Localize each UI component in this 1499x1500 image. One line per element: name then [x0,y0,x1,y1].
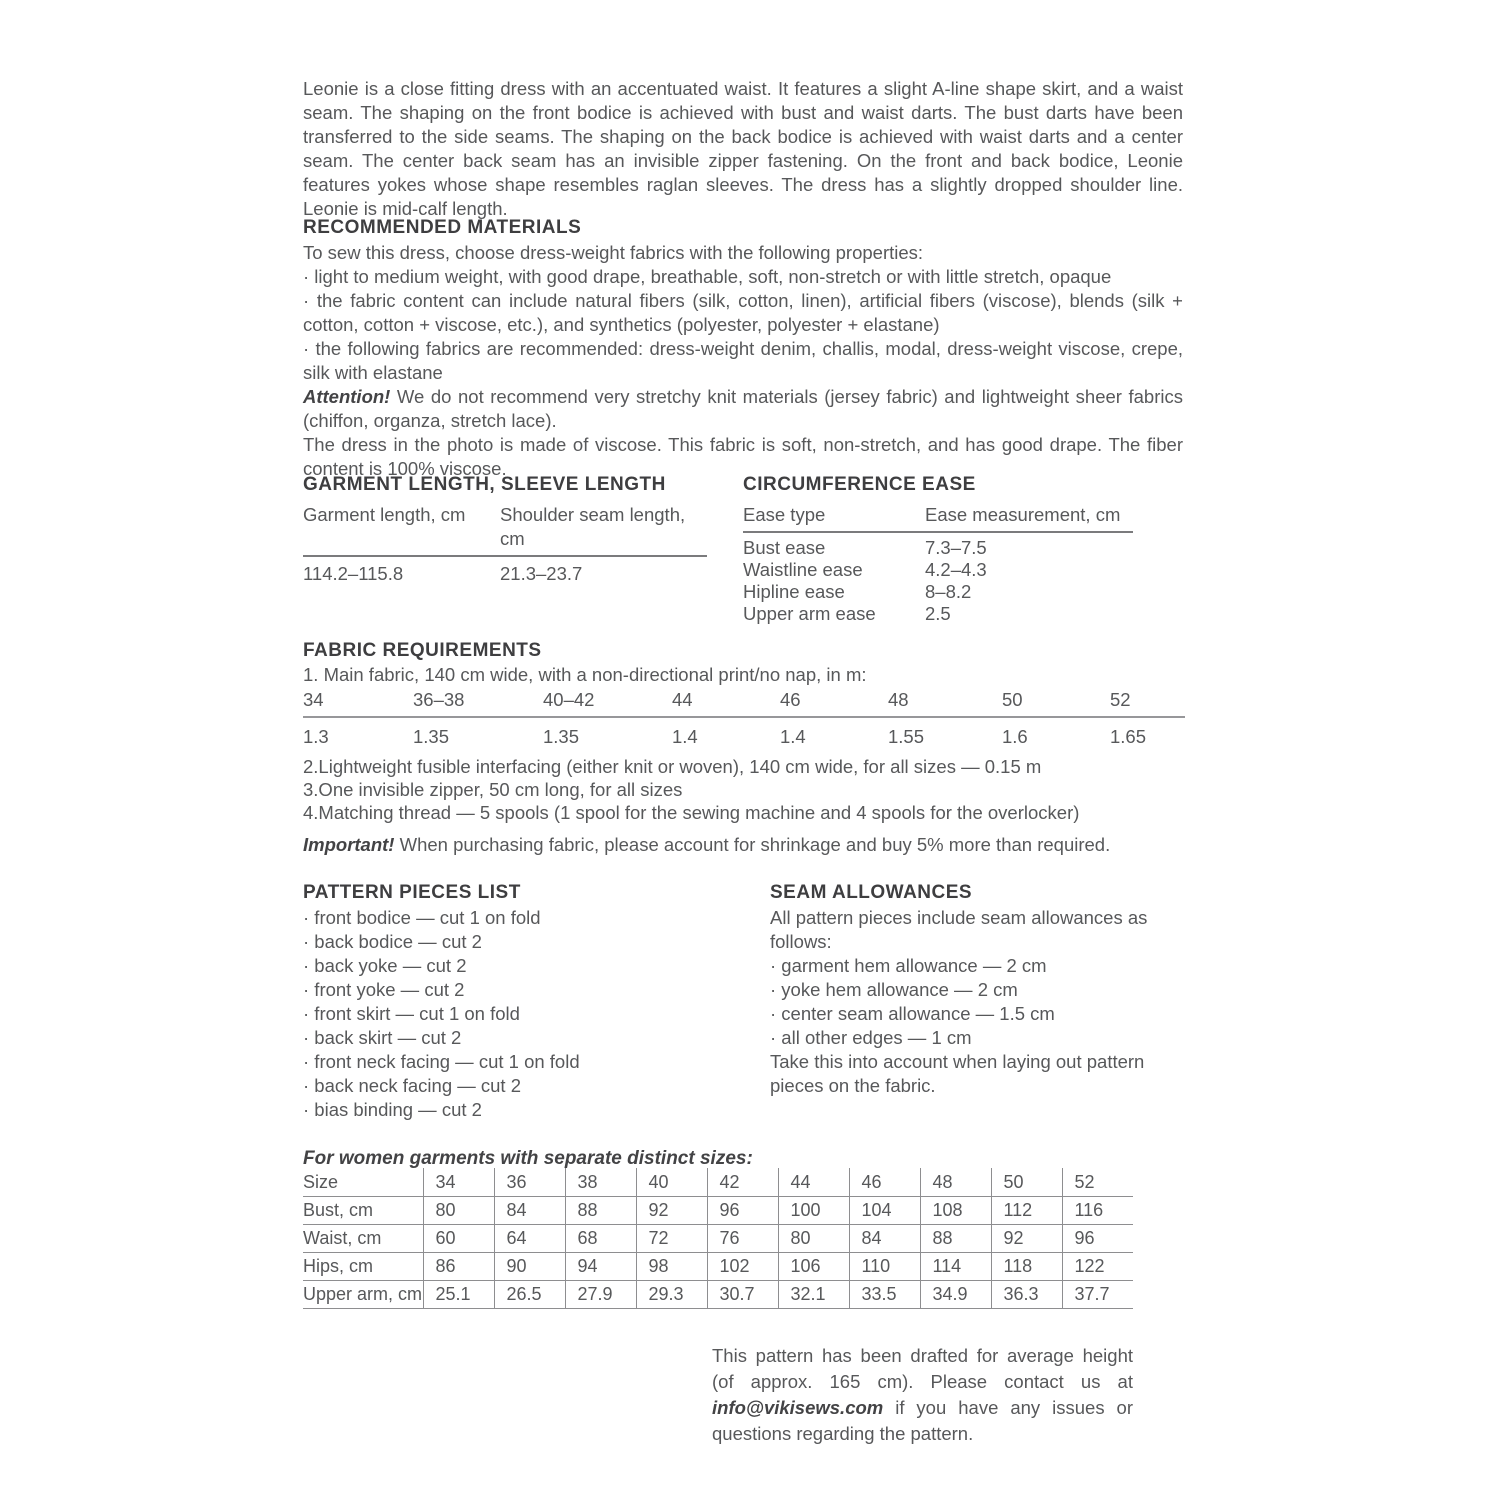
list-item: · front bodice — cut 1 on fold [303,907,541,928]
list-item: · garment hem allowance — 2 cm [770,955,1047,976]
table-cell: 118 [991,1252,1062,1280]
attention-text: We do not recommend very stretchy knit materials (jersey fabric) and lightweight sheer fabrics (chiffon, organza, stretch lace). [303,386,1183,431]
important-label: Important! [303,834,395,855]
table-row [303,1280,1133,1308]
table-row [743,603,1133,625]
list-item: · back bodice — cut 2 [303,931,482,952]
table-cell: 32.1 [778,1280,849,1308]
table-cell: 98 [636,1252,707,1280]
table-cell: 96 [1062,1224,1133,1252]
table-cell: 29.3 [636,1280,707,1308]
table-cell: Bust ease [743,537,826,558]
table-row [743,581,1133,603]
table-cell: 33.5 [849,1280,920,1308]
table-cell: 86 [423,1252,494,1280]
table-cell: 104 [849,1196,920,1224]
list-item: · back neck facing — cut 2 [303,1075,521,1096]
table-cell: 116 [1062,1196,1133,1224]
size-header: 52 [1110,689,1131,710]
row-label: Upper arm, cm [303,1280,423,1308]
row-label: Hips, cm [303,1252,423,1280]
fabric-item-1: 1. Main fabric, 140 cm wide, with a non-directional print/no nap, in m: [303,664,867,685]
table-row [743,559,1133,581]
table-cell: 122 [1062,1252,1133,1280]
list-item: · front neck facing — cut 1 on fold [303,1051,580,1072]
table-cell: 26.5 [494,1280,565,1308]
circumference-ease-table [743,503,1133,625]
table-row [303,1196,1133,1224]
table-cell: 30.7 [707,1280,778,1308]
table-cell: 50 [991,1168,1062,1196]
list-item: · front skirt — cut 1 on fold [303,1003,520,1024]
column-header: Ease type [743,504,826,525]
list-item: · back yoke — cut 2 [303,955,467,976]
materials-bullet: · light to medium weight, with good drape, breathable, soft, non-stretch or with little stretch, opaque [303,266,1112,287]
table-cell: 60 [423,1224,494,1252]
pattern-pieces-list [303,906,733,1122]
table-cell: 102 [707,1252,778,1280]
materials-lead: To sew this dress, choose dress-weight fabrics with the following properties: [303,242,924,263]
column-header: Shoulder seam length, cm [500,504,686,549]
fabric-table-sizes-row [303,688,1185,718]
table-row [303,1168,1133,1196]
table-cell: 42 [707,1168,778,1196]
photo-fabric-note: The dress in the photo is made of viscose. This fabric is soft, non-stretch, and has good drape. The fiber content is 100% viscose. [303,434,1183,479]
list-item: · front yoke — cut 2 [303,979,465,1000]
table-row [303,1252,1133,1280]
section-heading-pattern-pieces: PATTERN PIECES LIST [303,882,521,903]
list-item: · back skirt — cut 2 [303,1027,462,1048]
table-cell: 88 [565,1196,636,1224]
seam-allowances-body [770,906,1185,1098]
table-cell: Hipline ease [743,581,845,602]
table-cell: 27.9 [565,1280,636,1308]
table-cell: 48 [920,1168,991,1196]
table-cell: 80 [778,1224,849,1252]
table-cell: 64 [494,1224,565,1252]
table-cell: 44 [778,1168,849,1196]
ease-table-header [743,503,1133,533]
row-label: Bust, cm [303,1196,423,1224]
intro-paragraph: Leonie is a close fitting dress with an accentuated waist. It features a slight A-line shape skirt, and a waist seam. The shaping on the front bodice is achieved with bust and waist darts. The bust darts have been transferred to the side seams. The shaping on the back bodice is achieved with waist darts and a center seam. The center back seam has an invisible zipper fastening. On the front and back bodice, Leonie features yokes whose shape resembles raglan sleeves. The dress has a slightly dropped shoulder line. Leonie is mid-calf length. [303,78,1183,219]
table-cell: 21.3–23.7 [500,563,583,584]
garment-length-table [303,503,707,586]
footer-note [712,1343,1133,1447]
materials-bullet: · the following fabrics are recommended: dress-weight denim, challis, modal, dress-weight viscose, crepe, silk with elastane [303,338,1183,383]
table-cell: 80 [423,1196,494,1224]
table-cell: 46 [849,1168,920,1196]
table-cell: 90 [494,1252,565,1280]
size-header: 46 [780,689,801,710]
garment-length-table-row [303,557,707,586]
table-cell: 84 [849,1224,920,1252]
size-header: 40–42 [543,689,595,710]
table-cell: 1.65 [1110,726,1147,747]
table-cell: 37.7 [1062,1280,1133,1308]
table-cell: 114 [920,1252,991,1280]
table-cell: Waistline ease [743,559,863,580]
footer-email: info@vikisews.com [712,1397,884,1418]
table-cell: 25.1 [423,1280,494,1308]
garment-length-table-header [303,503,707,557]
size-chart-heading: For women garments with separate distinct sizes: [303,1148,753,1169]
table-cell: 2.5 [925,603,951,624]
table-cell: 106 [778,1252,849,1280]
fabric-item-3: 3.One invisible zipper, 50 cm long, for all sizes [303,779,683,800]
table-cell: 92 [991,1224,1062,1252]
list-item: · all other edges — 1 cm [770,1027,972,1048]
fabric-item-2: 2.Lightweight fusible interfacing (either knit or woven), 140 cm wide, for all sizes — 0.15 m [303,756,1042,777]
table-cell: 96 [707,1196,778,1224]
table-cell: 76 [707,1224,778,1252]
table-cell: 108 [920,1196,991,1224]
table-cell: 7.3–7.5 [925,537,987,558]
table-cell: 114.2–115.8 [303,563,404,584]
list-item: · bias binding — cut 2 [303,1099,482,1120]
fabric-item-4: 4.Matching thread — 5 spools (1 spool for the sewing machine and 4 spools for the overlocker) [303,802,1080,823]
important-note [303,833,1183,857]
table-cell: 34 [423,1168,494,1196]
list-item: · center seam allowance — 1.5 cm [770,1003,1055,1024]
row-label: Size [303,1168,423,1196]
table-cell: 112 [991,1196,1062,1224]
section-heading-fabric-requirements: FABRIC REQUIREMENTS [303,640,542,661]
size-header: 48 [888,689,909,710]
section-heading-seam-allowances: SEAM ALLOWANCES [770,882,973,903]
important-text: When purchasing fabric, please account for shrinkage and buy 5% more than required. [394,834,1111,855]
fabric-requirements-table [303,688,1185,749]
table-cell: 1.35 [543,726,580,747]
table-cell: Upper arm ease [743,603,876,624]
size-header: 34 [303,689,324,710]
size-header: 50 [1002,689,1023,710]
table-cell: 40 [636,1168,707,1196]
attention-note [303,385,1183,433]
table-cell: 94 [565,1252,636,1280]
footer-text-before: This pattern has been drafted for average height (of approx. 165 cm). Please contact us at [712,1345,1133,1392]
table-cell: 84 [494,1196,565,1224]
table-cell: 72 [636,1224,707,1252]
seam-allowances-note: Take this into account when laying out pattern pieces on the fabric. [770,1051,1145,1096]
size-chart-table [303,1168,1133,1309]
column-header: Ease measurement, cm [925,504,1121,525]
section-heading-garment-length: GARMENT LENGTH, SLEEVE LENGTH [303,474,666,495]
list-item: · yoke hem allowance — 2 cm [770,979,1018,1000]
table-row [743,537,1133,559]
table-cell: 110 [849,1252,920,1280]
table-cell: 68 [565,1224,636,1252]
seam-allowances-lead: All pattern pieces include seam allowances as follows: [770,907,1148,952]
size-header: 44 [672,689,693,710]
table-cell: 1.55 [888,726,925,747]
table-cell: 1.3 [303,726,329,747]
row-label: Waist, cm [303,1224,423,1252]
table-cell: 100 [778,1196,849,1224]
table-cell: 52 [1062,1168,1133,1196]
table-cell: 1.35 [413,726,450,747]
table-row [303,1224,1133,1252]
attention-label: Attention! [303,386,391,407]
table-cell: 36.3 [991,1280,1062,1308]
table-cell: 8–8.2 [925,581,972,602]
fabric-table-values-row [303,718,1185,749]
footer-text-after: if you have any issues or questions regarding the pattern. [712,1397,1133,1444]
table-cell: 4.2–4.3 [925,559,987,580]
table-cell: 1.4 [780,726,806,747]
table-cell: 38 [565,1168,636,1196]
table-cell: 1.4 [672,726,698,747]
table-cell: 92 [636,1196,707,1224]
table-cell: 34.9 [920,1280,991,1308]
materials-bullet: · the fabric content can include natural fibers (silk, cotton, linen), artificial fibers (viscose), blends (silk + cotton, cotton + viscose, etc.), and synthetics (polyester, polyester + elastane) [303,290,1183,335]
table-cell: 1.6 [1002,726,1028,747]
ease-table-body [743,533,1133,625]
recommended-materials-body [303,241,1183,481]
section-heading-circumference-ease: CIRCUMFERENCE EASE [743,474,976,495]
column-header: Garment length, cm [303,504,466,525]
table-cell: 36 [494,1168,565,1196]
section-heading-recommended-materials: RECOMMENDED MATERIALS [303,217,582,238]
table-cell: 88 [920,1224,991,1252]
size-header: 36–38 [413,689,465,710]
